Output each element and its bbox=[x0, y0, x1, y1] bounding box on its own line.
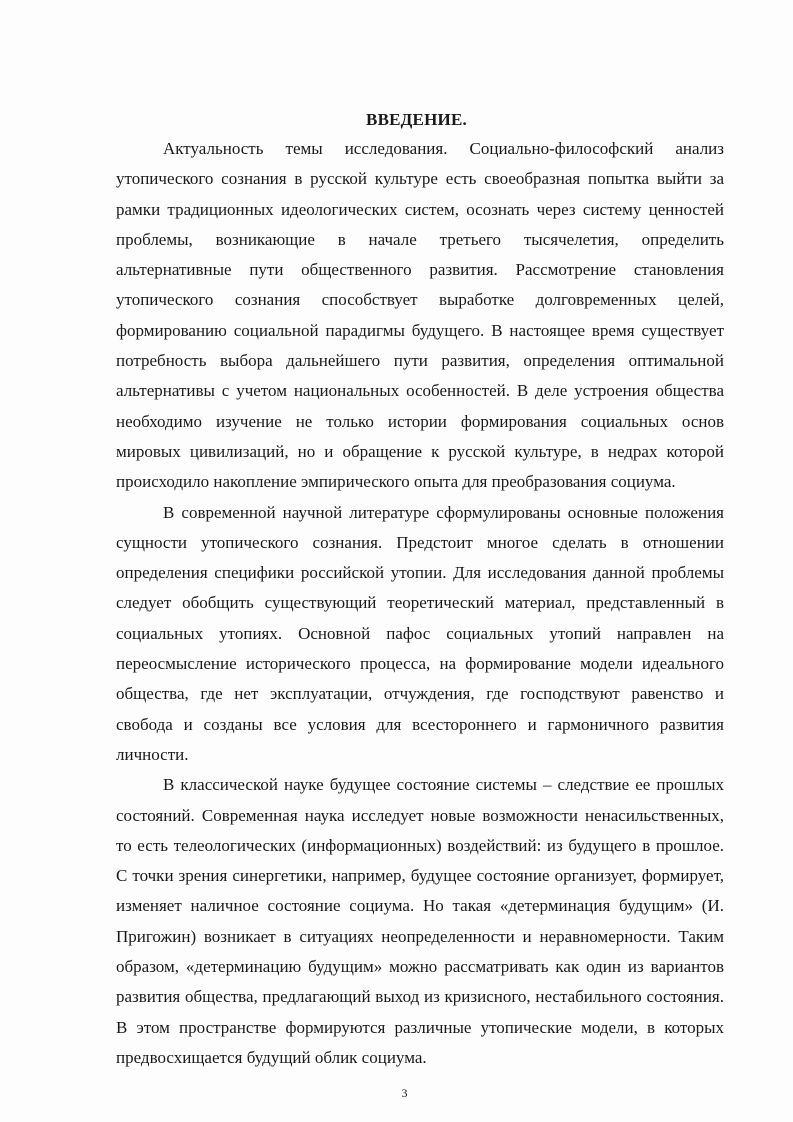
paragraph-classical-science: В классической науке будущее состояние системы – следствие ее прошлых состояний. Современная наука исследует новые возможности ненасильственных, то есть телеологических (информационных) воздействий: из будущего в прошлое. С точки зрения синергетики, например, будущее состояние организует, формирует, изменяет наличное состояние социума. Но такая «детерминация будущим» (И. Пригожин) возникает в ситуациях неопределенности и неравномерности. Таким образом, «детерминацию будущим» можно рассматривать как один из вариантов развития общества, предлагающий выход из кризисного, нестабильного состояния. В этом пространстве формируются различные утопические модели, в которых предвосхищается будущий облик социума. bbox=[116, 775, 724, 1067]
page-number: 3 bbox=[401, 1086, 408, 1100]
paragraph-literature: В современной научной литературе сформулированы основные положения сущности утопического сознания. Предстоит многое сделать в отношении определения специфики российской утопии. Для исследования данной проблемы следует обобщить существующий теоретический материал, представленный в социальных утопиях. Основной пафос социальных утопий направлен на переосмысление исторического процесса, на формирование модели идеального общества, где нет эксплуатации, отчуждения, где господствуют равенство и свобода и созданы все условия для всестороннего и гармоничного развития личности. bbox=[116, 502, 724, 764]
section-heading: ВВЕДЕНИЕ. bbox=[366, 110, 467, 129]
body-text bbox=[116, 134, 724, 1073]
paragraph-relevance: Актуальность темы исследования. Социально-философский анализ утопического сознания в русской культуре есть своеобразная попытка выйти за рамки традиционных идеологических систем, осознать через систему ценностей проблемы, возникающие в начале третьего тысячелетия, определить альтернативные пути общественного развития. Рассмотрение становления утопического сознания способствует выработке долговременных целей, формированию социальной парадигмы будущего. В настоящее время существует потребность выбора дальнейшего пути развития, определения оптимальной альтернативы с учетом национальных особенностей. В деле устроения общества необходимо изучение не только истории формирования социальных основ мировых цивилизаций, но и обращение к русской культуре, в недрах которой происходило накопление эмпирического опыта для преобразования социума. bbox=[116, 139, 724, 492]
